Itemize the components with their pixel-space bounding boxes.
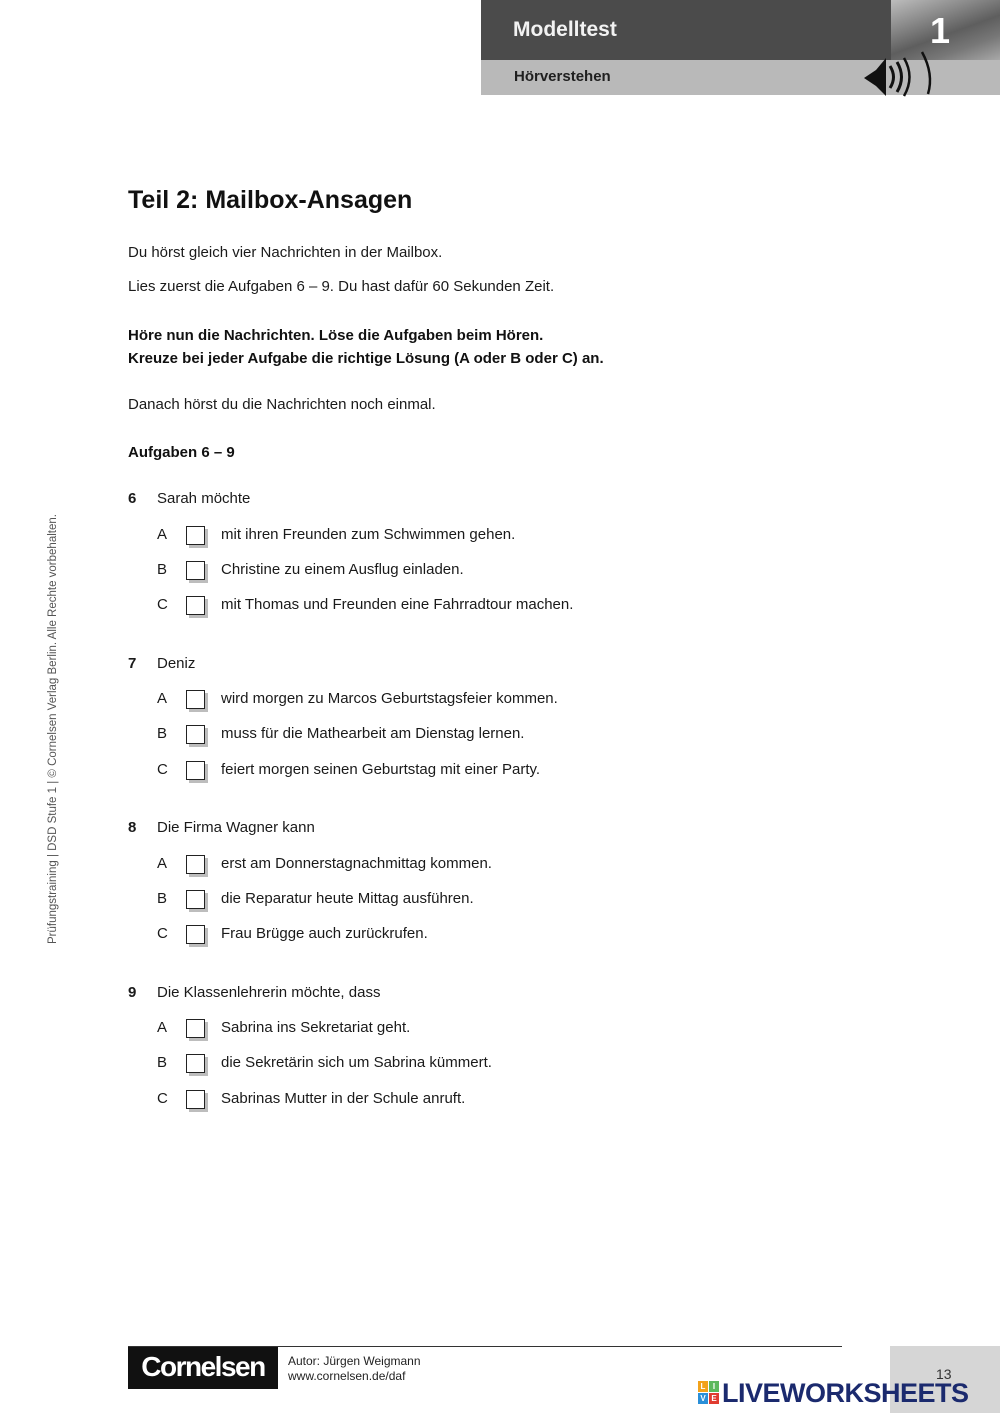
- header-title: Modelltest: [513, 18, 617, 41]
- option-text: Christine zu einem Ausflug einladen.: [221, 561, 464, 578]
- question-number: 7: [128, 655, 137, 672]
- page-number: 13: [936, 1366, 952, 1382]
- logo-tile: E: [709, 1393, 719, 1404]
- tasks-heading: Aufgaben 6 – 9: [128, 444, 235, 461]
- option-text: die Sekretärin sich um Sabrina kümmert.: [221, 1054, 492, 1071]
- question-number: 9: [128, 984, 137, 1001]
- footer-url: www.cornelsen.de/daf: [288, 1369, 406, 1383]
- option-checkbox-6b[interactable]: [186, 561, 205, 580]
- intro-line-3: Danach hörst du die Nachrichten noch einmal.: [128, 396, 436, 413]
- liveworksheets-text: LIVEWORKSHEETS: [722, 1378, 969, 1408]
- option-text: Sabrina ins Sekretariat geht.: [221, 1019, 411, 1036]
- footer-author-block: [288, 1354, 421, 1384]
- option-letter: C: [157, 1090, 168, 1107]
- option-text: muss für die Mathearbeit am Dienstag lernen.: [221, 725, 525, 742]
- question-number: 6: [128, 490, 137, 507]
- option-letter: A: [157, 855, 168, 872]
- option-checkbox-8a[interactable]: [186, 855, 205, 874]
- option-letter: B: [157, 725, 168, 742]
- option-letter: C: [157, 596, 168, 613]
- logo-tile: I: [709, 1381, 719, 1392]
- question-number: 8: [128, 819, 137, 836]
- sidebar-copyright: Prüfungstraining | DSD Stufe 1 | © Cornelsen Verlag Berlin. Alle Rechte vorbehalten.: [47, 514, 59, 944]
- instruction-line-2: Kreuze bei jeder Aufgabe die richtige Lösung (A oder B oder C) an.: [128, 350, 604, 367]
- option-text: Sabrinas Mutter in der Schule anruft.: [221, 1090, 466, 1107]
- option-letter: A: [157, 1019, 168, 1036]
- option-checkbox-8b[interactable]: [186, 890, 205, 909]
- header-number: 1: [930, 10, 951, 51]
- option-letter: C: [157, 925, 168, 942]
- option-text: feiert morgen seinen Geburtstag mit einer Party.: [221, 761, 541, 778]
- liveworksheets-logo-icon: [698, 1381, 720, 1405]
- option-checkbox-9c[interactable]: [186, 1090, 205, 1109]
- option-checkbox-6a[interactable]: [186, 526, 205, 545]
- option-text: erst am Donnerstagnachmittag kommen.: [221, 855, 492, 872]
- option-text: mit ihren Freunden zum Schwimmen gehen.: [221, 526, 516, 543]
- option-text: Frau Brügge auch zurückrufen.: [221, 925, 428, 942]
- option-checkbox-7a[interactable]: [186, 690, 205, 709]
- option-checkbox-7c[interactable]: [186, 761, 205, 780]
- option-checkbox-7b[interactable]: [186, 725, 205, 744]
- option-letter: B: [157, 1054, 168, 1071]
- option-checkbox-9a[interactable]: [186, 1019, 205, 1038]
- question-text: Die Klassenlehrerin möchte, dass: [157, 984, 381, 1001]
- logo-tile: V: [698, 1393, 708, 1404]
- option-letter: B: [157, 561, 168, 578]
- logo-tile: L: [698, 1381, 708, 1392]
- instruction-line-1: Höre nun die Nachrichten. Löse die Aufgaben beim Hören.: [128, 327, 544, 344]
- option-text: die Reparatur heute Mittag ausführen.: [221, 890, 474, 907]
- option-checkbox-8c[interactable]: [186, 925, 205, 944]
- page-title: Teil 2: Mailbox-Ansagen: [128, 186, 413, 214]
- option-letter: B: [157, 890, 168, 907]
- intro-line-1: Du hörst gleich vier Nachrichten in der Mailbox.: [128, 244, 443, 261]
- header-subtitle: Hörverstehen: [514, 68, 611, 85]
- option-letter: A: [157, 690, 168, 707]
- option-letter: C: [157, 761, 168, 778]
- intro-line-2: Lies zuerst die Aufgaben 6 – 9. Du hast dafür 60 Sekunden Zeit.: [128, 278, 555, 295]
- question-text: Sarah möchte: [157, 490, 251, 507]
- option-text: wird morgen zu Marcos Geburtstagsfeier kommen.: [221, 690, 558, 707]
- option-checkbox-6c[interactable]: [186, 596, 205, 615]
- speaker-sound-icon: [860, 50, 936, 100]
- option-text: mit Thomas und Freunden eine Fahrradtour machen.: [221, 596, 574, 613]
- question-text: Deniz: [157, 655, 196, 672]
- question-text: Die Firma Wagner kann: [157, 819, 315, 836]
- option-checkbox-9b[interactable]: [186, 1054, 205, 1073]
- option-letter: A: [157, 526, 168, 543]
- cornelsen-logo: Cornelsen: [128, 1347, 278, 1389]
- footer-author: Autor: Jürgen Weigmann: [288, 1354, 421, 1368]
